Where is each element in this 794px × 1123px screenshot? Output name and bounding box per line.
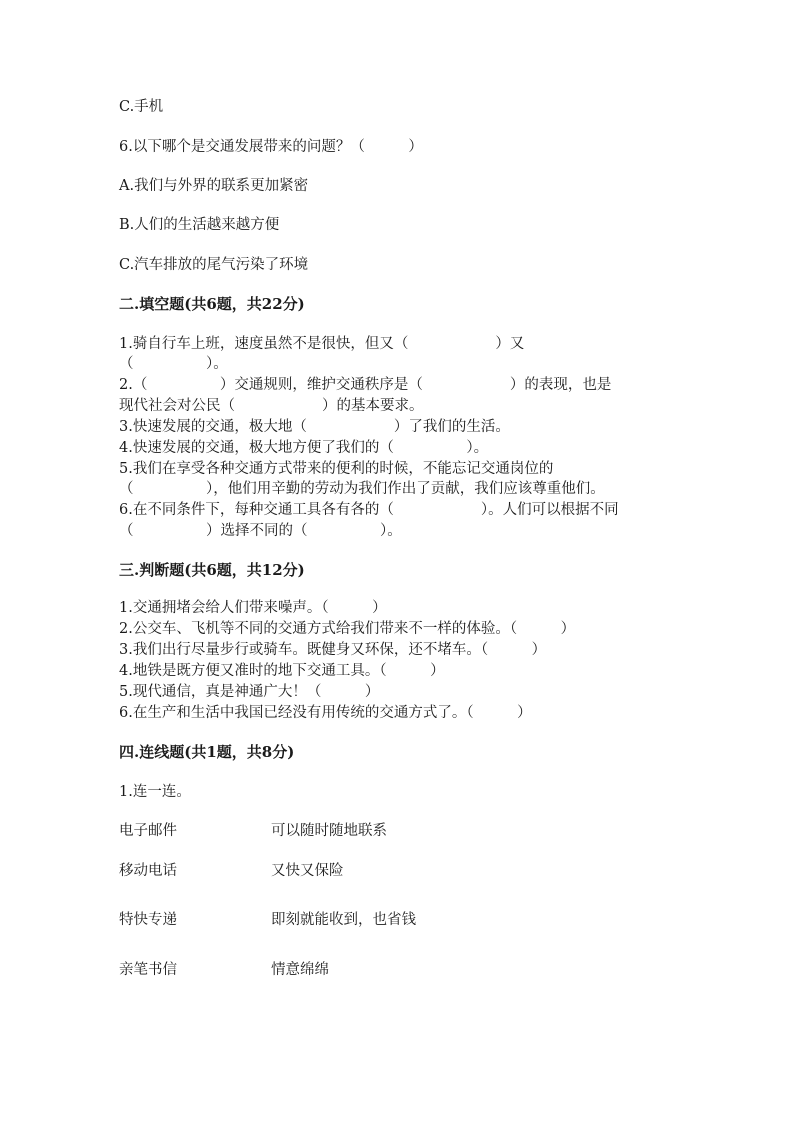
fill-line: （ ）。 xyxy=(119,356,228,372)
judge-line: 1.交通拥堵会给人们带来噪声。（ ） xyxy=(119,600,387,616)
match-left-item: 特快专递 xyxy=(119,912,177,928)
judge-line: 4.地铁是既方便又准时的地下交通工具。（ ） xyxy=(119,663,445,679)
section-3-heading: 三.判断题(共6题，共12分) xyxy=(119,561,305,579)
judge-line: 3.我们出行尽量步行或骑车。既健身又环保，还不堵车。（ ） xyxy=(119,642,547,658)
match-right-item: 情意绵绵 xyxy=(271,962,329,978)
match-left-item: 移动电话 xyxy=(119,863,177,879)
match-left-item: 电子邮件 xyxy=(119,823,177,839)
match-question: 1.连一连。 xyxy=(119,784,191,800)
option-6a: A.我们与外界的联系更加紧密 xyxy=(119,178,309,194)
match-right-item: 即刻就能收到，也省钱 xyxy=(271,912,416,928)
fill-line: 4.快速发展的交通，极大地方便了我们的（ ）。 xyxy=(119,440,489,456)
question-6: 6.以下哪个是交通发展带来的问题？（ ） xyxy=(119,139,423,155)
fill-line: 6.在不同条件下，每种交通工具各有各的（ ）。人们可以根据不同 xyxy=(119,502,619,518)
fill-line: 5.我们在享受各种交通方式带来的便利的时候，不能忘记交通岗位的 xyxy=(119,461,554,477)
fill-line: 3.快速发展的交通，极大地（ ）了我们的生活。 xyxy=(119,419,510,435)
fill-line: （ ），他们用辛勤的劳动为我们作出了贡献，我们应该尊重他们。 xyxy=(119,481,605,497)
judge-line: 5.现代通信，真是神通广大！（ ） xyxy=(119,684,380,700)
section-4-heading: 四.连线题(共1题，共8分) xyxy=(119,743,295,761)
judge-line: 6.在生产和生活中我国已经没有用传统的交通方式了。（ ） xyxy=(119,705,532,721)
option-5c: C.手机 xyxy=(119,99,164,115)
judge-line: 2.公交车、飞机等不同的交通方式给我们带来不一样的体验。（ ） xyxy=(119,621,576,637)
fill-line: 1.骑自行车上班，速度虽然不是很快，但又（ ）又 xyxy=(119,336,525,352)
option-6b: B.人们的生活越来越方便 xyxy=(119,217,280,233)
match-left-item: 亲笔书信 xyxy=(119,962,177,978)
match-right-item: 可以随时随地联系 xyxy=(271,823,387,839)
fill-line: （ ）选择不同的（ ）。 xyxy=(119,523,402,539)
fill-line: 现代社会对公民（ ）的基本要求。 xyxy=(119,398,424,414)
option-6c: C.汽车排放的尾气污染了环境 xyxy=(119,257,309,273)
fill-line: 2.（ ）交通规则，维护交通秩序是（ ）的表现，也是 xyxy=(119,377,612,393)
match-right-item: 又快又保险 xyxy=(271,863,344,879)
section-2-heading: 二.填空题(共6题，共22分) xyxy=(119,295,305,313)
